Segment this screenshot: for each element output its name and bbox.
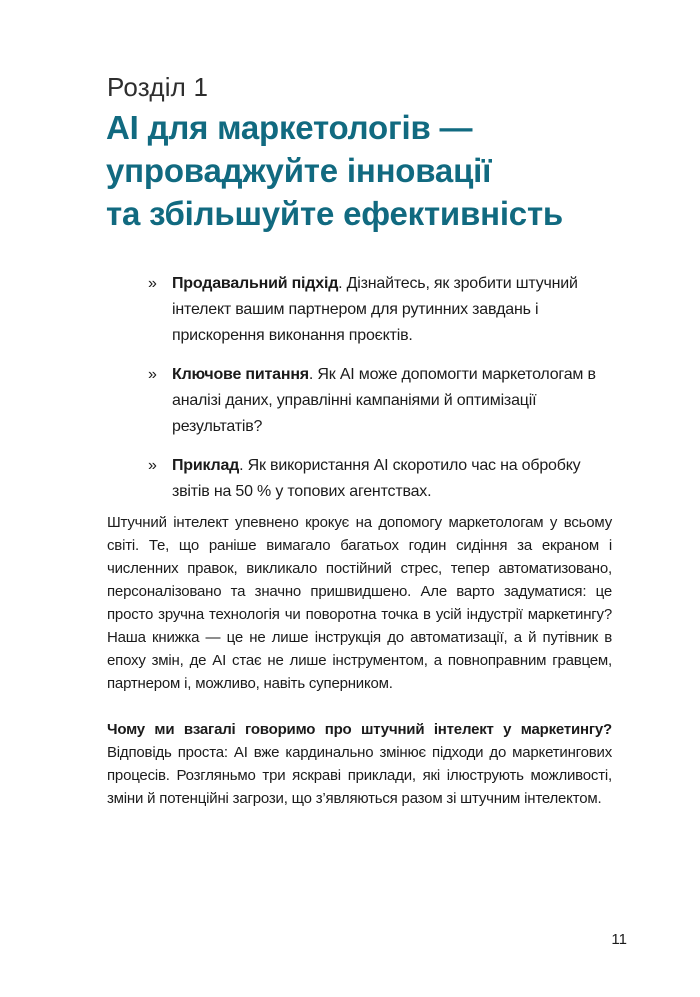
paragraph-lead: Чому ми взагалі говоримо про штучний інтелект у маркетингу? <box>107 721 612 738</box>
page-number: 11 <box>611 931 627 948</box>
bullet-marker: » <box>148 275 157 292</box>
chapter-title-line-1: AI для маркетологів — <box>106 109 473 146</box>
chapter-title-line-2: упроваджуйте інновації <box>106 152 492 189</box>
bullet-text <box>172 453 613 505</box>
bullet-lead: Продавальний підхід <box>172 275 339 292</box>
bullet-marker: » <box>148 366 157 383</box>
bullet-item <box>148 271 613 349</box>
chapter-bullet-list <box>148 271 613 518</box>
bullet-item <box>148 453 613 505</box>
bullet-text <box>172 362 613 440</box>
paragraph-text: Відповідь проста: AI вже кардинально змінює підходи до маркетингових процесів. Розгляньмо три яскраві приклади, які ілюструють можливості, зміни й потенційні загрози, що з’являються разом зі штучним інтелектом. <box>107 744 612 807</box>
chapter-kicker: Розділ 1 <box>107 72 209 102</box>
bullet-lead: Ключове питання <box>172 366 309 383</box>
bullet-description: . Як використання AI скоротило час на обробку звітів на 50 % у топових агентствах. <box>172 457 581 500</box>
bullet-marker: » <box>148 457 157 474</box>
paragraph <box>107 718 612 810</box>
bullet-description: . Як AI може допомогти маркетологам в аналізі даних, управлінні кампаніями й оптимізації результатів? <box>172 366 596 435</box>
bullet-item <box>148 362 613 440</box>
bullet-description: . Дізнайтесь, як зробити штучний інтелект вашим партнером для рутинних завдань і прискорення виконання проєктів. <box>172 275 578 344</box>
bullet-lead: Приклад <box>172 457 240 474</box>
paragraph <box>107 511 612 695</box>
chapter-title <box>106 106 563 235</box>
paragraph-text: Штучний інтелект упевнено крокує на допомогу маркетологам у всьому світі. Те, що раніше вимагало багатьох годин сидіння за екраном і численних правок, викликало постійний стрес, тепер автоматизовано, персоналізовано та значно пришвидшено. Але варто задуматися: це просто зручна технологія чи поворотна точка в усій індустрії маркетингу? Наша книжка — це не лише інструкція до автоматизації, а й путівник в епоху змін, де AI стає не лише інструментом, а повноправним гравцем, партнером і, можливо, навіть суперником. <box>107 514 612 692</box>
bullet-text <box>172 271 613 349</box>
chapter-title-line-3: та збільшуйте ефективність <box>106 195 563 232</box>
body-text-block <box>107 511 612 833</box>
